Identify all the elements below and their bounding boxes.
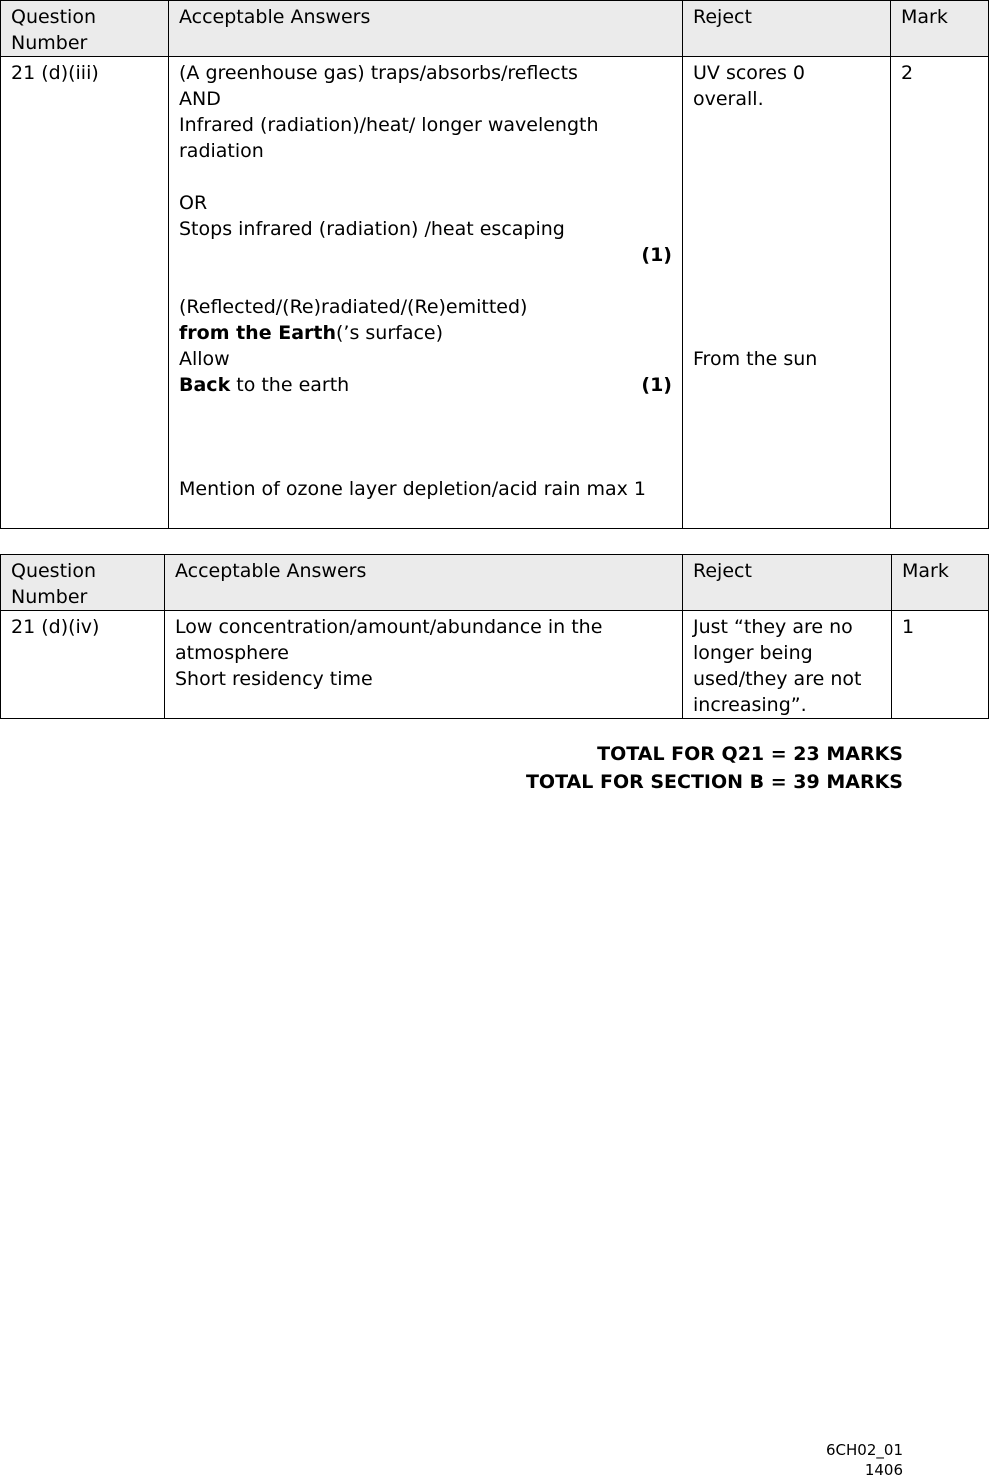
header-mark: Mark xyxy=(891,1,989,57)
reject-text: UV scores 0 overall. xyxy=(693,62,806,110)
mark-value: 1 xyxy=(892,611,989,719)
mark-point: (1) xyxy=(641,244,672,266)
answer-line: Infrared (radiation)/heat/ longer wavelength radiation xyxy=(179,114,599,162)
mark-scheme-table-iii xyxy=(0,0,989,529)
answer-text: (’s surface) xyxy=(336,322,444,344)
header-mark: Mark xyxy=(892,555,989,611)
header-acceptable-answers: Acceptable Answers xyxy=(169,1,683,57)
question-number: 21 (d)(iii) xyxy=(1,57,169,529)
answer-text xyxy=(179,372,349,398)
answer-line: Allow xyxy=(179,348,230,370)
header-row xyxy=(1,555,989,611)
reject-text: Just “they are no longer being used/they are not increasing”. xyxy=(683,611,892,719)
header-reject: Reject xyxy=(683,1,891,57)
emphasis-text: Back xyxy=(179,374,231,396)
totals-block xyxy=(526,740,903,796)
acceptable-answers-cell xyxy=(169,57,683,529)
answer-row xyxy=(1,57,989,529)
mark-scheme-table-iv xyxy=(0,554,989,719)
answer-line: AND xyxy=(179,88,221,110)
exam-series: 1406 xyxy=(864,1461,903,1479)
answer-line xyxy=(179,372,672,398)
emphasis-text: from the Earth xyxy=(179,322,336,344)
answer-line: OR xyxy=(179,192,208,214)
header-question-number: Question Number xyxy=(1,555,165,611)
answer-line: (A greenhouse gas) traps/absorbs/reflects xyxy=(179,62,578,84)
answer-line: Mention of ozone layer depletion/acid rain max 1 xyxy=(179,478,646,500)
reject-text: From the sun xyxy=(693,348,818,370)
answer-line: Stops infrared (radiation) /heat escaping xyxy=(179,218,565,240)
answer-line: Short residency time xyxy=(175,668,373,690)
answer-line xyxy=(179,320,672,346)
header-question-number: Question Number xyxy=(1,1,169,57)
acceptable-answers-cell xyxy=(165,611,683,719)
answer-text: to the earth xyxy=(230,374,350,396)
mark-point: (1) xyxy=(641,374,672,396)
header-reject: Reject xyxy=(683,555,892,611)
header-row xyxy=(1,1,989,57)
total-q21: TOTAL FOR Q21 = 23 MARKS xyxy=(597,743,903,765)
answer-row xyxy=(1,611,989,719)
question-number: 21 (d)(iv) xyxy=(1,611,165,719)
paper-code: 6CH02_01 xyxy=(826,1441,903,1459)
page-footer xyxy=(826,1440,903,1480)
answer-line: (Reflected/(Re)radiated/(Re)emitted) xyxy=(179,296,528,318)
answer-line: Low concentration/amount/abundance in the atmosphere xyxy=(175,616,603,664)
total-section-b: TOTAL FOR SECTION B = 39 MARKS xyxy=(525,771,903,793)
header-acceptable-answers: Acceptable Answers xyxy=(165,555,683,611)
mark-value: 2 xyxy=(891,57,989,529)
reject-cell xyxy=(683,57,891,529)
